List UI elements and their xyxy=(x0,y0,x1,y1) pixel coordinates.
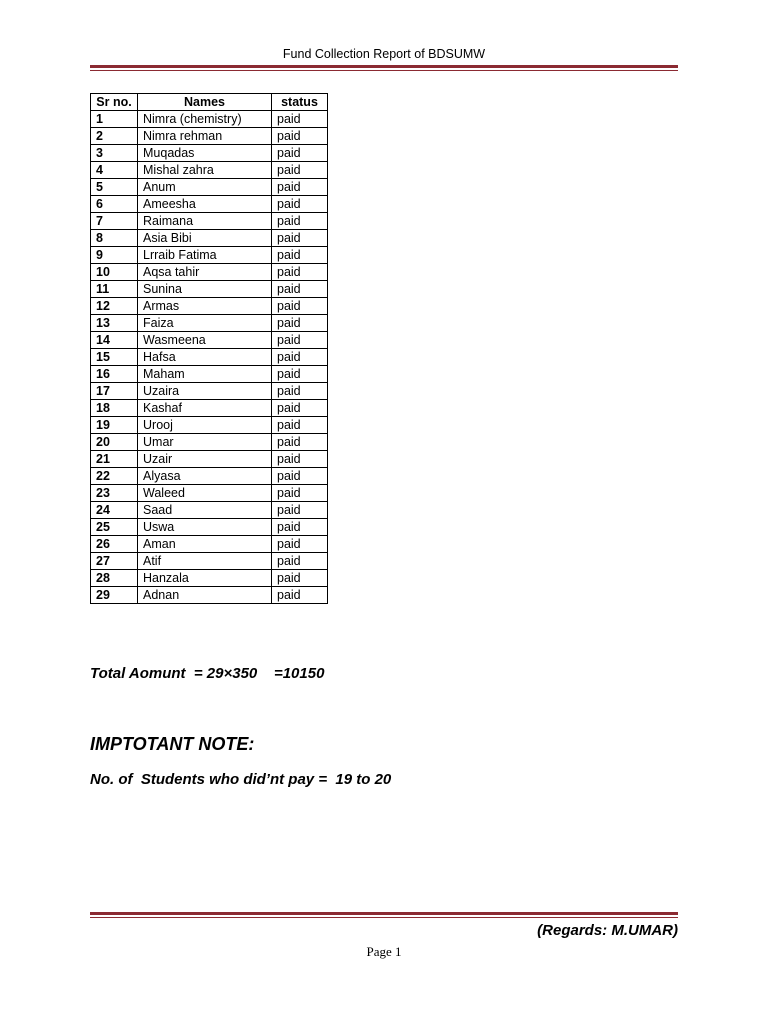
name-cell: Asia Bibi xyxy=(138,230,272,247)
sr-cell: 9 xyxy=(91,247,138,264)
sr-cell: 29 xyxy=(91,587,138,604)
name-cell: Wasmeena xyxy=(138,332,272,349)
name-cell: Waleed xyxy=(138,485,272,502)
table-header-row xyxy=(91,94,328,111)
status-cell: paid xyxy=(272,383,328,400)
name-cell: Urooj xyxy=(138,417,272,434)
column-header-names: Names xyxy=(138,94,272,111)
status-cell: paid xyxy=(272,298,328,315)
name-cell: Adnan xyxy=(138,587,272,604)
sr-cell: 8 xyxy=(91,230,138,247)
status-cell: paid xyxy=(272,145,328,162)
status-cell: paid xyxy=(272,485,328,502)
sr-cell: 25 xyxy=(91,519,138,536)
status-cell: paid xyxy=(272,570,328,587)
table-row xyxy=(91,162,328,179)
sr-cell: 24 xyxy=(91,502,138,519)
status-cell: paid xyxy=(272,264,328,281)
note-title: IMPTOTANT NOTE: xyxy=(90,734,255,754)
status-cell: paid xyxy=(272,553,328,570)
name-cell: Armas xyxy=(138,298,272,315)
name-cell: Aman xyxy=(138,536,272,553)
name-cell: Uzaira xyxy=(138,383,272,400)
table-row xyxy=(91,468,328,485)
status-cell: paid xyxy=(272,451,328,468)
name-cell: Mishal zahra xyxy=(138,162,272,179)
sr-cell: 10 xyxy=(91,264,138,281)
report-title: Fund Collection Report of BDSUMW xyxy=(282,47,486,61)
name-cell: Faiza xyxy=(138,315,272,332)
name-cell: Nimra (chemistry) xyxy=(138,111,272,128)
table-row xyxy=(91,247,328,264)
sr-cell: 2 xyxy=(91,128,138,145)
name-cell: Aqsa tahir xyxy=(138,264,272,281)
table-row xyxy=(91,298,328,315)
status-cell: paid xyxy=(272,111,328,128)
status-cell: paid xyxy=(272,213,328,230)
status-cell: paid xyxy=(272,366,328,383)
sr-cell: 19 xyxy=(91,417,138,434)
status-cell: paid xyxy=(272,502,328,519)
table-row xyxy=(91,128,328,145)
footer-rule xyxy=(90,912,678,918)
name-cell: Umar xyxy=(138,434,272,451)
sr-cell: 7 xyxy=(91,213,138,230)
name-cell: Kashaf xyxy=(138,400,272,417)
sr-cell: 1 xyxy=(91,111,138,128)
table-row xyxy=(91,230,328,247)
status-cell: paid xyxy=(272,281,328,298)
status-cell: paid xyxy=(272,332,328,349)
status-cell: paid xyxy=(272,400,328,417)
sr-cell: 3 xyxy=(91,145,138,162)
status-cell: paid xyxy=(272,179,328,196)
table-row xyxy=(91,519,328,536)
table-row xyxy=(91,213,328,230)
name-cell: Sunina xyxy=(138,281,272,298)
table-row xyxy=(91,434,328,451)
sr-cell: 15 xyxy=(91,349,138,366)
table-row xyxy=(91,570,328,587)
table-row xyxy=(91,485,328,502)
name-cell: Hafsa xyxy=(138,349,272,366)
name-cell: Atif xyxy=(138,553,272,570)
name-cell: Ameesha xyxy=(138,196,272,213)
note-text: No. of Students who did’nt pay = 19 to 20 xyxy=(90,771,392,788)
table-row xyxy=(91,383,328,400)
sr-cell: 28 xyxy=(91,570,138,587)
status-cell: paid xyxy=(272,536,328,553)
sr-cell: 11 xyxy=(91,281,138,298)
status-cell: paid xyxy=(272,196,328,213)
table-row xyxy=(91,587,328,604)
table-row xyxy=(91,366,328,383)
total-amount: Total Aomunt = 29×350 =10150 xyxy=(90,665,325,682)
table-row xyxy=(91,536,328,553)
status-cell: paid xyxy=(272,468,328,485)
sr-cell: 22 xyxy=(91,468,138,485)
table-row xyxy=(91,111,328,128)
table-row xyxy=(91,400,328,417)
table-row xyxy=(91,315,328,332)
sr-cell: 23 xyxy=(91,485,138,502)
sr-cell: 20 xyxy=(91,434,138,451)
status-cell: paid xyxy=(272,587,328,604)
status-cell: paid xyxy=(272,315,328,332)
status-cell: paid xyxy=(272,247,328,264)
sr-cell: 13 xyxy=(91,315,138,332)
sr-cell: 14 xyxy=(91,332,138,349)
status-cell: paid xyxy=(272,434,328,451)
regards-signature: (Regards: M.UMAR) xyxy=(537,922,678,939)
sr-cell: 21 xyxy=(91,451,138,468)
name-cell: Lrraib Fatima xyxy=(138,247,272,264)
name-cell: Alyasa xyxy=(138,468,272,485)
name-cell: Raimana xyxy=(138,213,272,230)
name-cell: Saad xyxy=(138,502,272,519)
name-cell: Anum xyxy=(138,179,272,196)
sr-cell: 6 xyxy=(91,196,138,213)
table-row xyxy=(91,553,328,570)
fund-table xyxy=(90,93,328,604)
column-header-status: status xyxy=(272,94,328,111)
sr-cell: 18 xyxy=(91,400,138,417)
sr-cell: 16 xyxy=(91,366,138,383)
sr-cell: 4 xyxy=(91,162,138,179)
table-row xyxy=(91,417,328,434)
sr-cell: 26 xyxy=(91,536,138,553)
name-cell: Muqadas xyxy=(138,145,272,162)
name-cell: Uzair xyxy=(138,451,272,468)
sr-cell: 17 xyxy=(91,383,138,400)
status-cell: paid xyxy=(272,519,328,536)
name-cell: Nimra rehman xyxy=(138,128,272,145)
table-row xyxy=(91,196,328,213)
table-row xyxy=(91,281,328,298)
sr-cell: 12 xyxy=(91,298,138,315)
table-row xyxy=(91,502,328,519)
column-header-sr: Sr no. xyxy=(91,94,138,111)
status-cell: paid xyxy=(272,162,328,179)
name-cell: Hanzala xyxy=(138,570,272,587)
page-number: Page 1 xyxy=(366,944,402,959)
sr-cell: 5 xyxy=(91,179,138,196)
table-row xyxy=(91,332,328,349)
table-body xyxy=(91,111,328,604)
table-row xyxy=(91,451,328,468)
status-cell: paid xyxy=(272,128,328,145)
table-row xyxy=(91,145,328,162)
name-cell: Uswa xyxy=(138,519,272,536)
name-cell: Maham xyxy=(138,366,272,383)
status-cell: paid xyxy=(272,230,328,247)
status-cell: paid xyxy=(272,417,328,434)
sr-cell: 27 xyxy=(91,553,138,570)
status-cell: paid xyxy=(272,349,328,366)
header-rule xyxy=(90,65,678,71)
table-row xyxy=(91,349,328,366)
table-row xyxy=(91,179,328,196)
table-row xyxy=(91,264,328,281)
